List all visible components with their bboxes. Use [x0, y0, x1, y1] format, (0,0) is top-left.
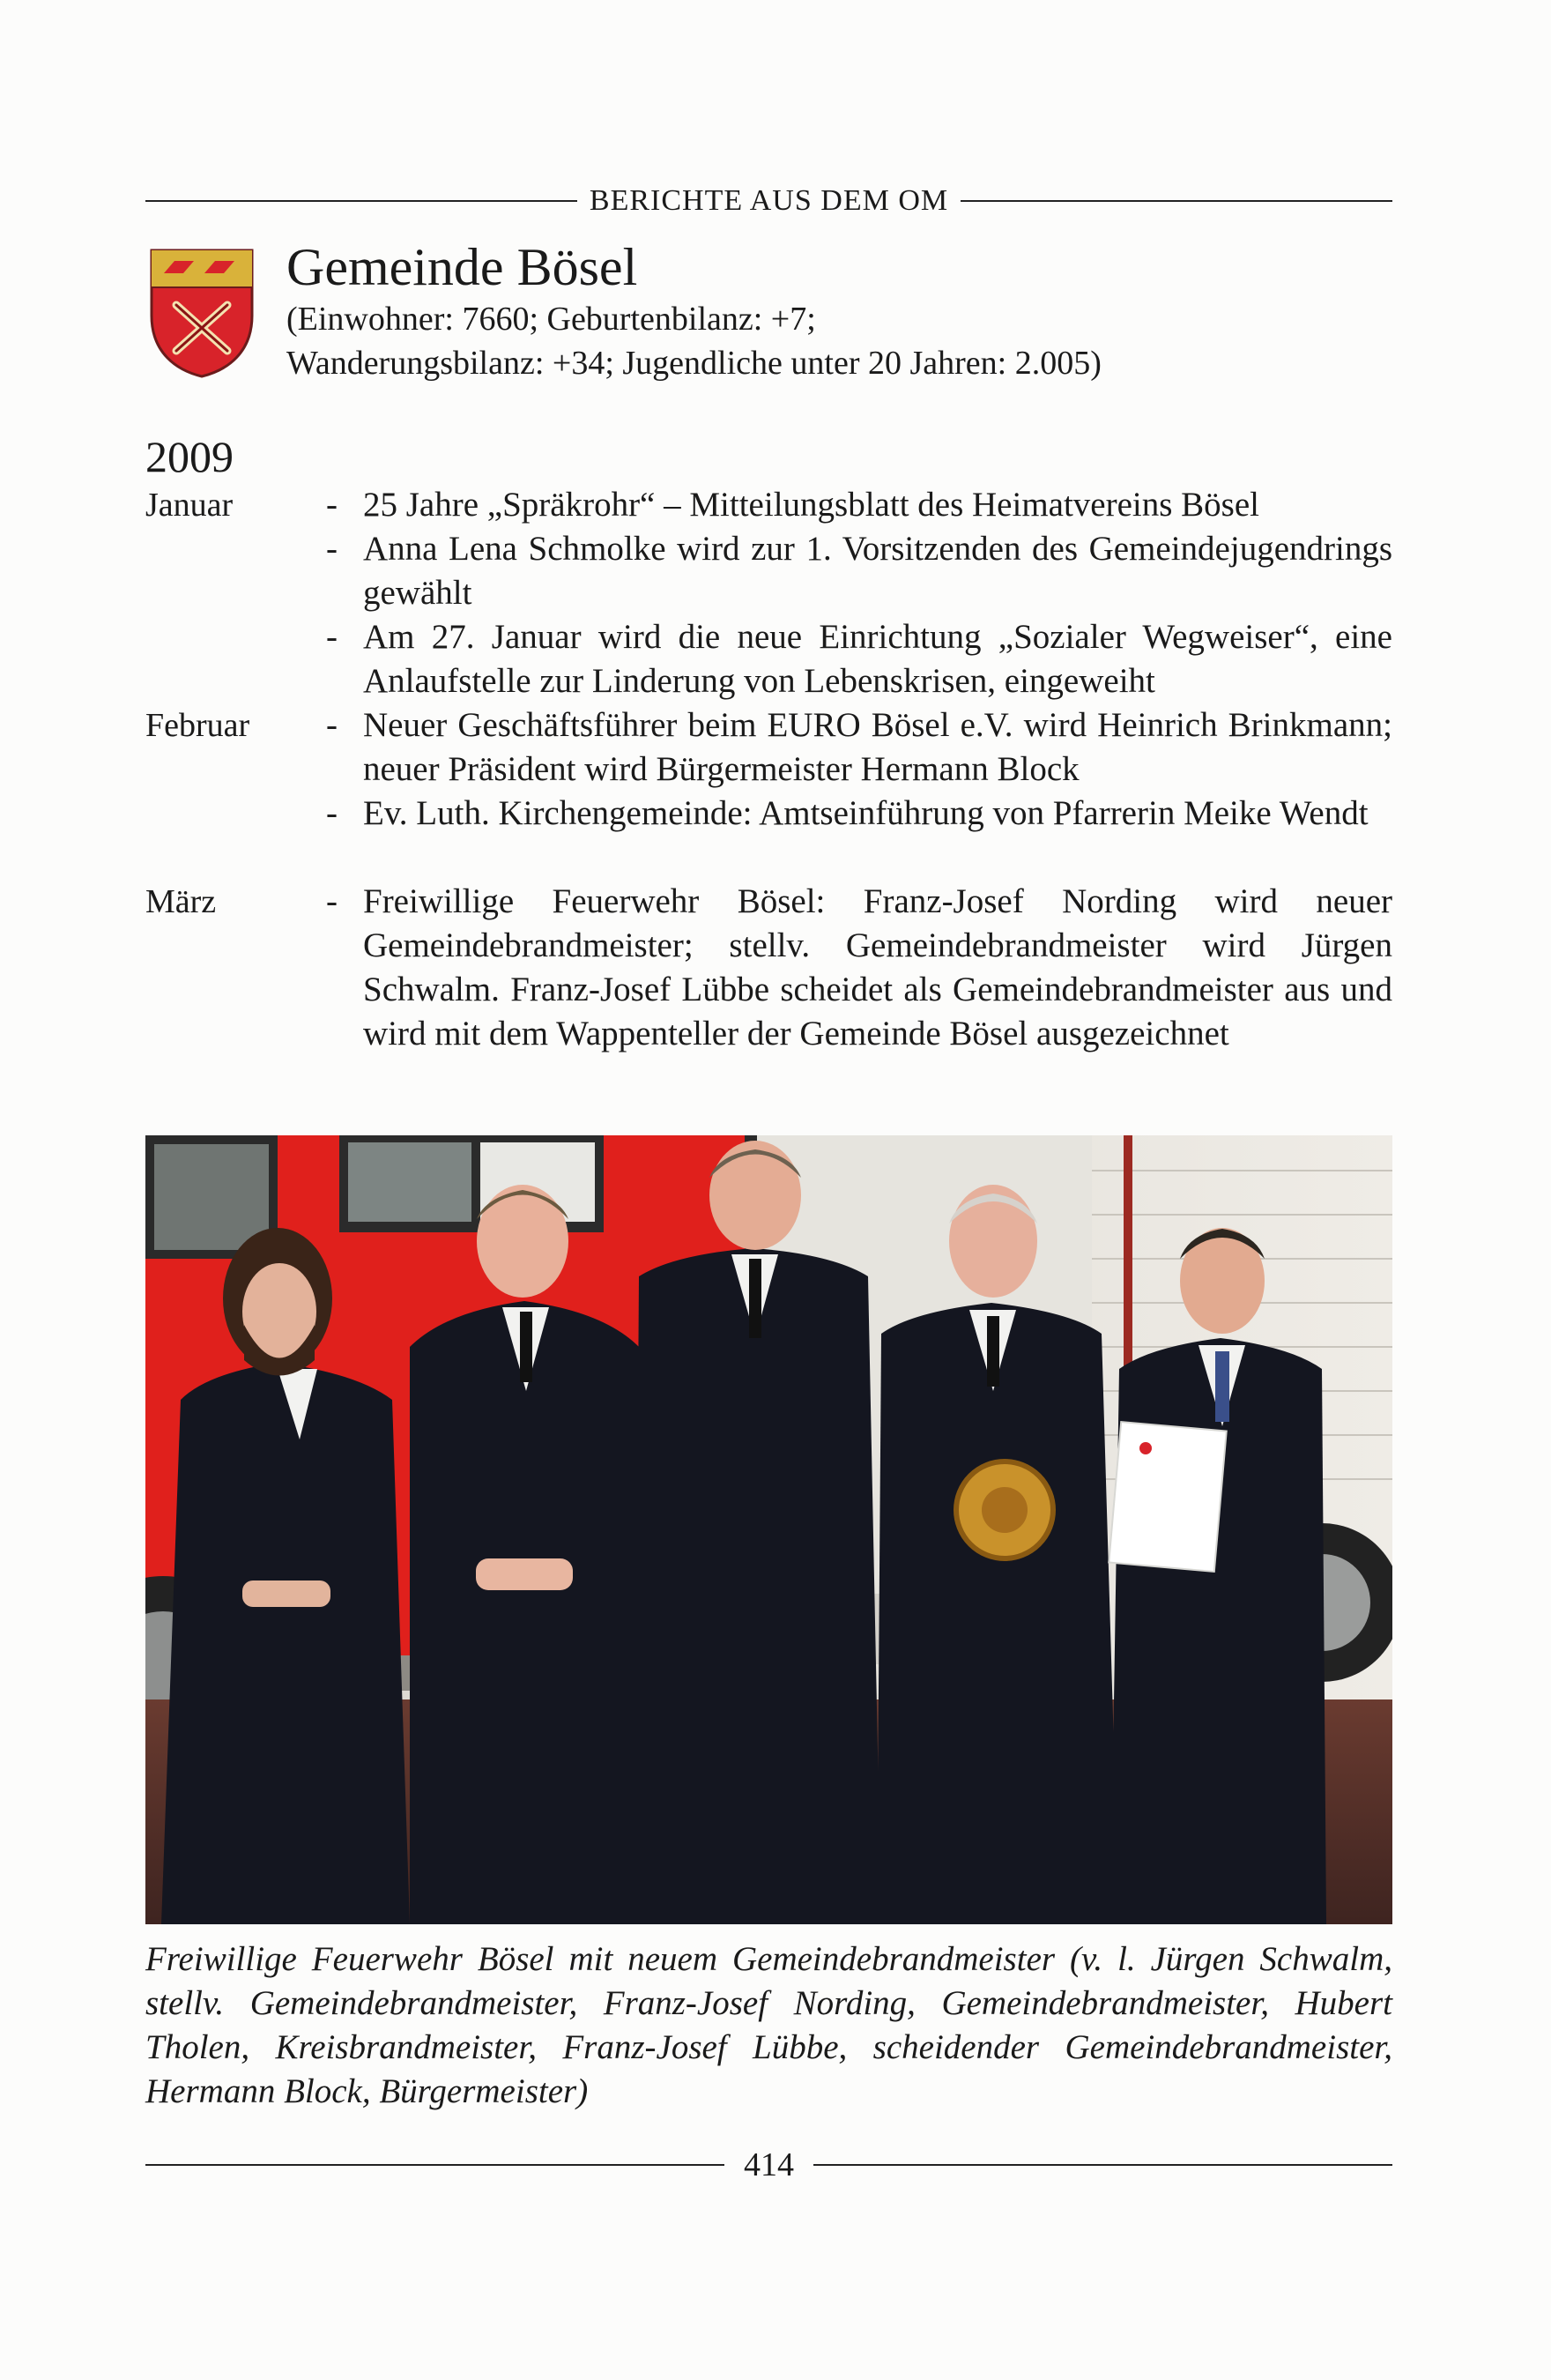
community-name: Gemeinde Bösel — [286, 238, 638, 296]
coat-of-arms-icon — [148, 247, 256, 379]
entry-text: 25 Jahre „Spräkrohr“ – Mitteilungsblatt des Heimatvereins Bösel — [363, 486, 1260, 524]
running-title: BERICHTE AUS DEM OM — [589, 184, 949, 217]
entry-dash: - — [326, 794, 338, 832]
header-rule-left — [145, 200, 577, 202]
entry-text: Am 27. Januar wird die neue Einrichtung „Sozialer Wegweiser“, eine Anlaufstelle zur Linderung von Lebenskrisen, eingeweiht — [363, 618, 1392, 700]
entry-dash: - — [326, 618, 338, 656]
entry-1 — [326, 483, 1392, 527]
entry-text: Ev. Luth. Kirchengemeinde: Amtseinführung von Pfarrerin Meike Wendt — [363, 794, 1369, 832]
month-maerz: März — [145, 883, 217, 920]
entry-3 — [326, 615, 1392, 703]
entry-dash: - — [326, 530, 338, 568]
entry-2 — [326, 527, 1392, 615]
stats-line-2: Wanderungsbilanz: +34; Jugendliche unter 20 Jahren: 2.005) — [286, 345, 1102, 382]
community-stats — [286, 297, 1397, 385]
entry-dash: - — [326, 706, 338, 744]
footer-rule-right — [813, 2164, 1392, 2166]
year-heading: 2009 — [145, 432, 234, 481]
entry-dash: - — [326, 486, 338, 524]
group-photo-illustration — [145, 1135, 1392, 1924]
entry-5 — [326, 792, 1392, 836]
entry-dash: - — [326, 882, 338, 920]
stats-line-1: (Einwohner: 7660; Geburtenbilanz: +7; — [286, 301, 816, 338]
group-photo — [145, 1135, 1392, 1924]
running-header — [145, 183, 1392, 219]
month-januar: Januar — [145, 487, 234, 524]
entry-6 — [326, 880, 1392, 1056]
entry-text: Freiwillige Feuerwehr Bösel: Franz-Josef Nording wird neuer Gemeindebrandmeister; stellv. Gemeindebrandmeister wird Jürgen Schwalm. Franz-Josef Lübbe scheidet als Gemeindebrandmeister aus und wird mit dem Wappenteller der Gemeinde Bösel ausgezeichnet — [363, 882, 1392, 1052]
photo-caption: Freiwillige Feuerwehr Bösel mit neuem Gemeindebrandmeister (v. l. Jürgen Schwalm, stellv. Gemeindebrandmeister, Franz-Josef Nording, Gemeindebrandmeister, Hubert Tholen, Kreisbrandmeister, Franz-Josef Lübbe, scheidender Gemeindebrandmeister, Hermann Block, Bürgermeister) — [145, 1940, 1392, 2110]
header-rule-right — [961, 200, 1392, 202]
entry-text: Anna Lena Schmolke wird zur 1. Vorsitzenden des Gemeindejugendrings gewählt — [363, 530, 1392, 612]
month-februar: Februar — [145, 707, 250, 744]
footer-rule-left — [145, 2164, 724, 2166]
entry-4 — [326, 703, 1392, 792]
entry-text: Neuer Geschäftsführer beim EURO Bösel e.V. wird Heinrich Brinkmann; neuer Präsident wird Bürgermeister Hermann Block — [363, 706, 1392, 788]
page-footer — [145, 2146, 1392, 2184]
page-number: 414 — [744, 2146, 794, 2183]
